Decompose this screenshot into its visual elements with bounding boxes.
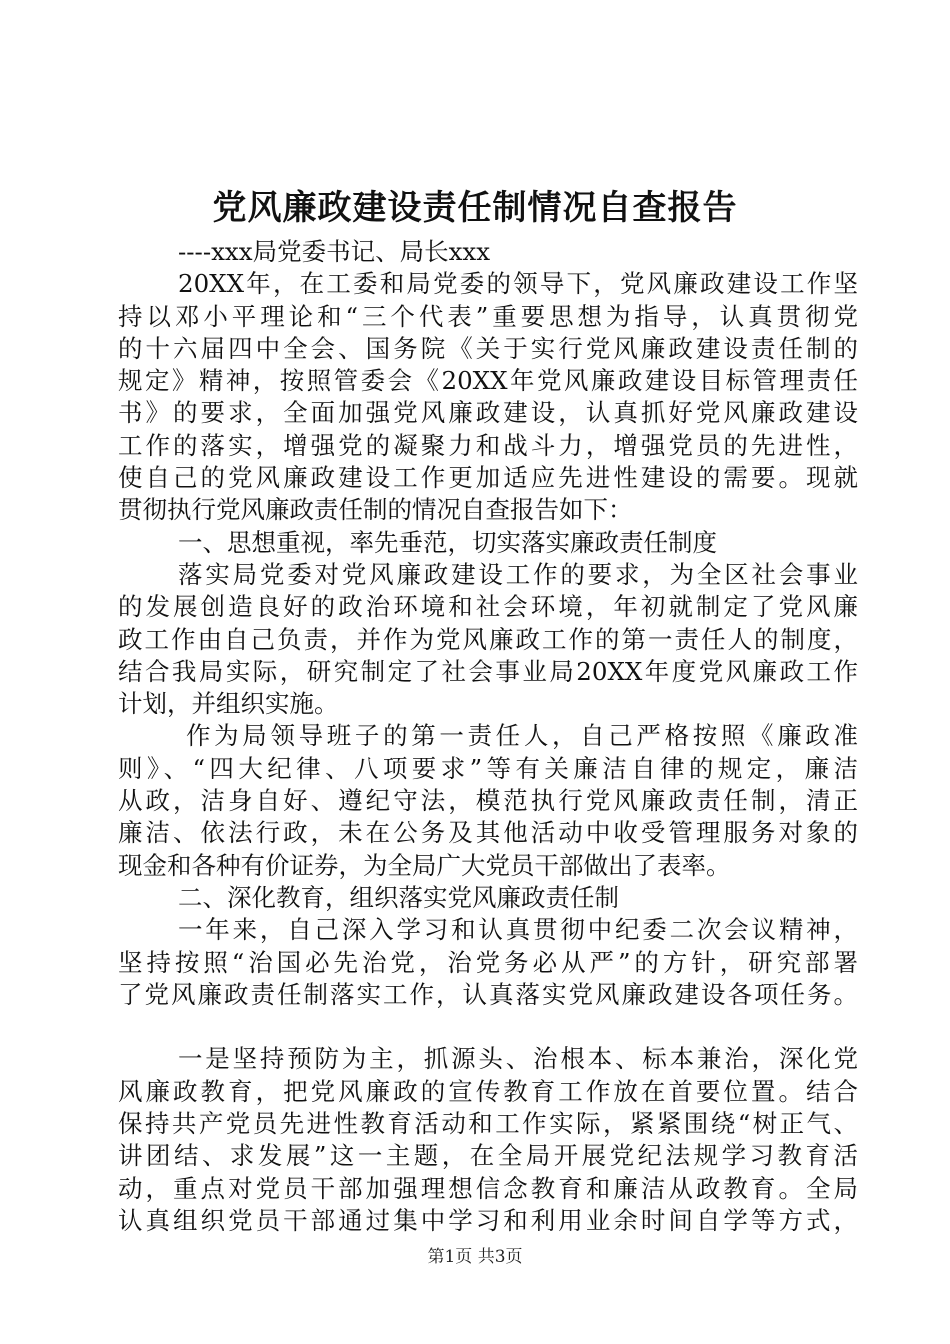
section-heading: 一、思想重视，率先垂范，切实落实廉政责任制度 <box>178 527 717 557</box>
paragraph-line: 的发展创造良好的政治环境和社会环境，年初就制定了党风廉 <box>118 592 858 622</box>
paragraph-line: 坚持按照“治国必先治党，治党务必从严”的方针，研究部署 <box>118 947 858 977</box>
paragraph-line: 持以邓小平理论和“三个代表”重要思想为指导，认真贯彻党 <box>118 301 858 331</box>
page-footer: 第1页 共3页 <box>427 1247 523 1267</box>
paragraph-line: 计划，并组织实施。 <box>118 689 339 719</box>
paragraph-line: 使自己的党风廉政建设工作更加适应先进性建设的需要。现就 <box>118 463 858 493</box>
paragraph-line: 一年来，自己深入学习和认真贯彻中纪委二次会议精神， <box>178 915 858 945</box>
paragraph-line: 作为局领导班子的第一责任人，自己严格按照《廉政准 <box>186 721 858 751</box>
paragraph-line: 了党风廉政责任制落实工作，认真落实党风廉政建设各项任务。 <box>118 979 858 1009</box>
paragraph-line: 保持共产党员先进性教育活动和工作实际，紧紧围绕“树正气、 <box>118 1109 858 1139</box>
paragraph-line: 讲团结、求发展”这一主题，在全局开展党纪法规学习教育活 <box>118 1141 858 1171</box>
document-body <box>118 236 858 1237</box>
paragraph-line: 政工作由自己负责，并作为党风廉政工作的第一责任人的制度， <box>118 624 858 654</box>
paragraph-line: 书》的要求，全面加强党风廉政建设，认真抓好党风廉政建设 <box>118 398 858 428</box>
paragraph-line: 风廉政教育，把党风廉政的宣传教育工作放在首要位置。结合 <box>118 1076 858 1106</box>
paragraph-line: 的十六届四中全会、国务院《关于实行党风廉政建设责任制的 <box>118 333 858 363</box>
paragraph-line: 贯彻执行党风廉政责任制的情况自查报告如下： <box>118 495 633 525</box>
paragraph-spacer <box>118 1011 858 1043</box>
paragraph-line: 现金和各种有价证券，为全局广大党员干部做出了表率。 <box>118 850 731 880</box>
paragraph-line: 规定》精神，按照管委会《20XX年党风廉政建设目标管理责任 <box>118 366 858 396</box>
paragraph-line: 廉洁、依法行政，未在公务及其他活动中收受管理服务对象的 <box>118 818 858 848</box>
paragraph-line: 结合我局实际，研究制定了社会事业局20XX年度党风廉政工作 <box>118 656 858 686</box>
paragraph-line: 从政，洁身自好、遵纪守法，模范执行党风廉政责任制，清正 <box>118 786 858 816</box>
document-title: 党风廉政建设责任制情况自查报告 <box>212 188 738 228</box>
paragraph-line: 落实局党委对党风廉政建设工作的要求，为全区社会事业 <box>178 559 858 589</box>
paragraph-line: 则》、“四大纪律、八项要求”等有关廉洁自律的规定，廉洁 <box>118 753 858 783</box>
paragraph-line: 认真组织党员干部通过集中学习和利用业余时间自学等方式， <box>118 1205 858 1235</box>
author-line: ----xxx局党委书记、局长xxx <box>178 237 491 266</box>
paragraph-line: 动，重点对党员干部加强理想信念教育和廉洁从政教育。全局 <box>118 1173 858 1203</box>
section-heading: 二、深化教育，组织落实党风廉政责任制 <box>178 882 619 912</box>
paragraph-line: 一是坚持预防为主，抓源头、治根本、标本兼治，深化党 <box>178 1044 858 1074</box>
paragraph-line: 20XX年，在工委和局党委的领导下，党风廉政建设工作坚 <box>178 269 858 299</box>
paragraph-line: 工作的落实，增强党的凝聚力和战斗力，增强党员的先进性， <box>118 430 858 460</box>
